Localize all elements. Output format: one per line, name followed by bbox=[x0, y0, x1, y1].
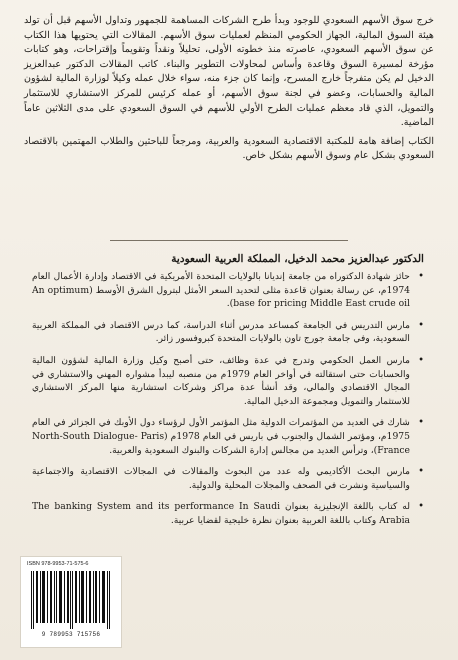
author-heading: الدكتور عبدالعزيز محمد الدخيل، المملكة العربية السعودية bbox=[171, 253, 424, 265]
bullet-icon: • bbox=[418, 354, 424, 366]
bullet-icon: • bbox=[418, 466, 424, 478]
bullet-icon: • bbox=[418, 271, 424, 282]
bio-item bbox=[32, 416, 424, 457]
bullet-icon: • bbox=[418, 319, 424, 331]
bio-text: شارك في العديد من المؤتمرات الدولية مثل المؤتمر الأول لرؤساء دول الأوبك في الجزائر في العام 1975م، ومؤتمر الشمال والجنوب في باريس في العام 1978م (North-South Dialogue- Paris France)، وترأس العديد من مجالس إدارة الشركات والبنوك السعودية والعربية. bbox=[32, 417, 410, 456]
bio-item bbox=[32, 270, 424, 311]
section-divider bbox=[110, 240, 348, 241]
bio-text: مارس التدريس في الجامعة كمساعد مدرس أثناء الدراسة، كما درس الاقتصاد في المملكة العربية السعودية، وفي جامعة جورج تاون بالولايات المتحدة كبروفسور زائر. bbox=[32, 319, 410, 345]
bio-text: له كتاب باللغة الإنجليزية بعنوان The banking System and its performance In Saudi Arabia وكتاب باللغة العربية بعنوان نظرة خليجية لقضايا عربية. bbox=[32, 501, 410, 526]
bio-text: مارس البحث الأكاديمي وله عدد من البحوث والمقالات في المجالات الاقتصادية والاجتماعية والسياسية ونشرت في الصحف والمجلات المحلية والدولية. bbox=[32, 466, 410, 491]
barcode-number: 9 789953 715756 bbox=[41, 631, 101, 638]
intro-paragraph: الكتاب إضافة هامة للمكتبة الاقتصادية السعودية والعربية، ومرجعاً للباحثين والطلاب المهتمين بالاقتصاد السعودي بشكل عام وسوق الأسهم بشكل خاص. bbox=[24, 135, 434, 162]
bullet-icon: • bbox=[418, 417, 424, 429]
barcode-icon bbox=[29, 571, 113, 629]
author-bio-list bbox=[32, 270, 424, 536]
bio-text: حائز شهادة الدكتوراه من جامعة إنديانا بالولايات المتحدة الأمريكية في الاقتصاد وإدارة الأعمال العام 1974م، عن رسالة بعنوان قاعدة مثلى لتحديد السعر الأمثل لبترول الشرق الأوسط (An optimum base for pricing Middle East crude oil). bbox=[32, 271, 411, 310]
bio-item bbox=[32, 354, 424, 408]
isbn-barcode-block bbox=[20, 556, 122, 648]
bio-item bbox=[32, 319, 424, 346]
intro-paragraph: خرج سوق الأسهم السعودي للوجود وبدأ طرح الشركات المساهمة للجمهور وتداول الأسهم قبل أن تولد هيئة السوق المالية، الجهاز الحكومي المنظم لعمليات سوق الأسهم. المقالات التي يحتويها هذا الكتاب عن سوق الأسهم السعودي، عاصرته منذ خطوته الأولى، تحليلاً ونقداً وتقويماً وإقتراحات، وهو كتابات مؤرخة لمسيرة السوق وقاعدة وأساس لمحاولات التطوير والبناء. كاتب المقالات الدكتور عبدالعزيز الدخيل لم يكن متفرجاً خارج المسرح، وإنما كان جزء منه، سواء خلال عمله وكيلاً لوزارة المالية لشؤون المالية والحسابات، وعضو في لجنة سوق الأسهم، أو عمله كرئيس للمركز الاستشاري للاستثمار والتمويل، الذي قاد معظم عمليات الطرح الأولي للأسهم في السوق السعودي على مدى الثلاثين عاماً الماضية. bbox=[24, 15, 434, 129]
intro-text bbox=[24, 14, 434, 164]
bio-text: مارس العمل الحكومي وتدرج في عدة وظائف، حتى أصبح وكيل وزارة المالية لشؤون المالية والحسابات حتى استقالته في أواخر العام 1979م من منصبه ليبدأ مشواره المهني والاستشاري في المجال الاقتصادي والمالي، وقد أنشأ عدة مراكز وشركات استشارية منها المركز الاستشاري للاستثمار والتمويل ومجموعة الدخيل المالية. bbox=[32, 354, 410, 407]
isbn-label: ISBN 978-9953-71-575-6 bbox=[27, 561, 89, 567]
bio-item bbox=[32, 465, 424, 492]
bullet-icon: • bbox=[418, 501, 424, 513]
bio-item bbox=[32, 500, 424, 527]
